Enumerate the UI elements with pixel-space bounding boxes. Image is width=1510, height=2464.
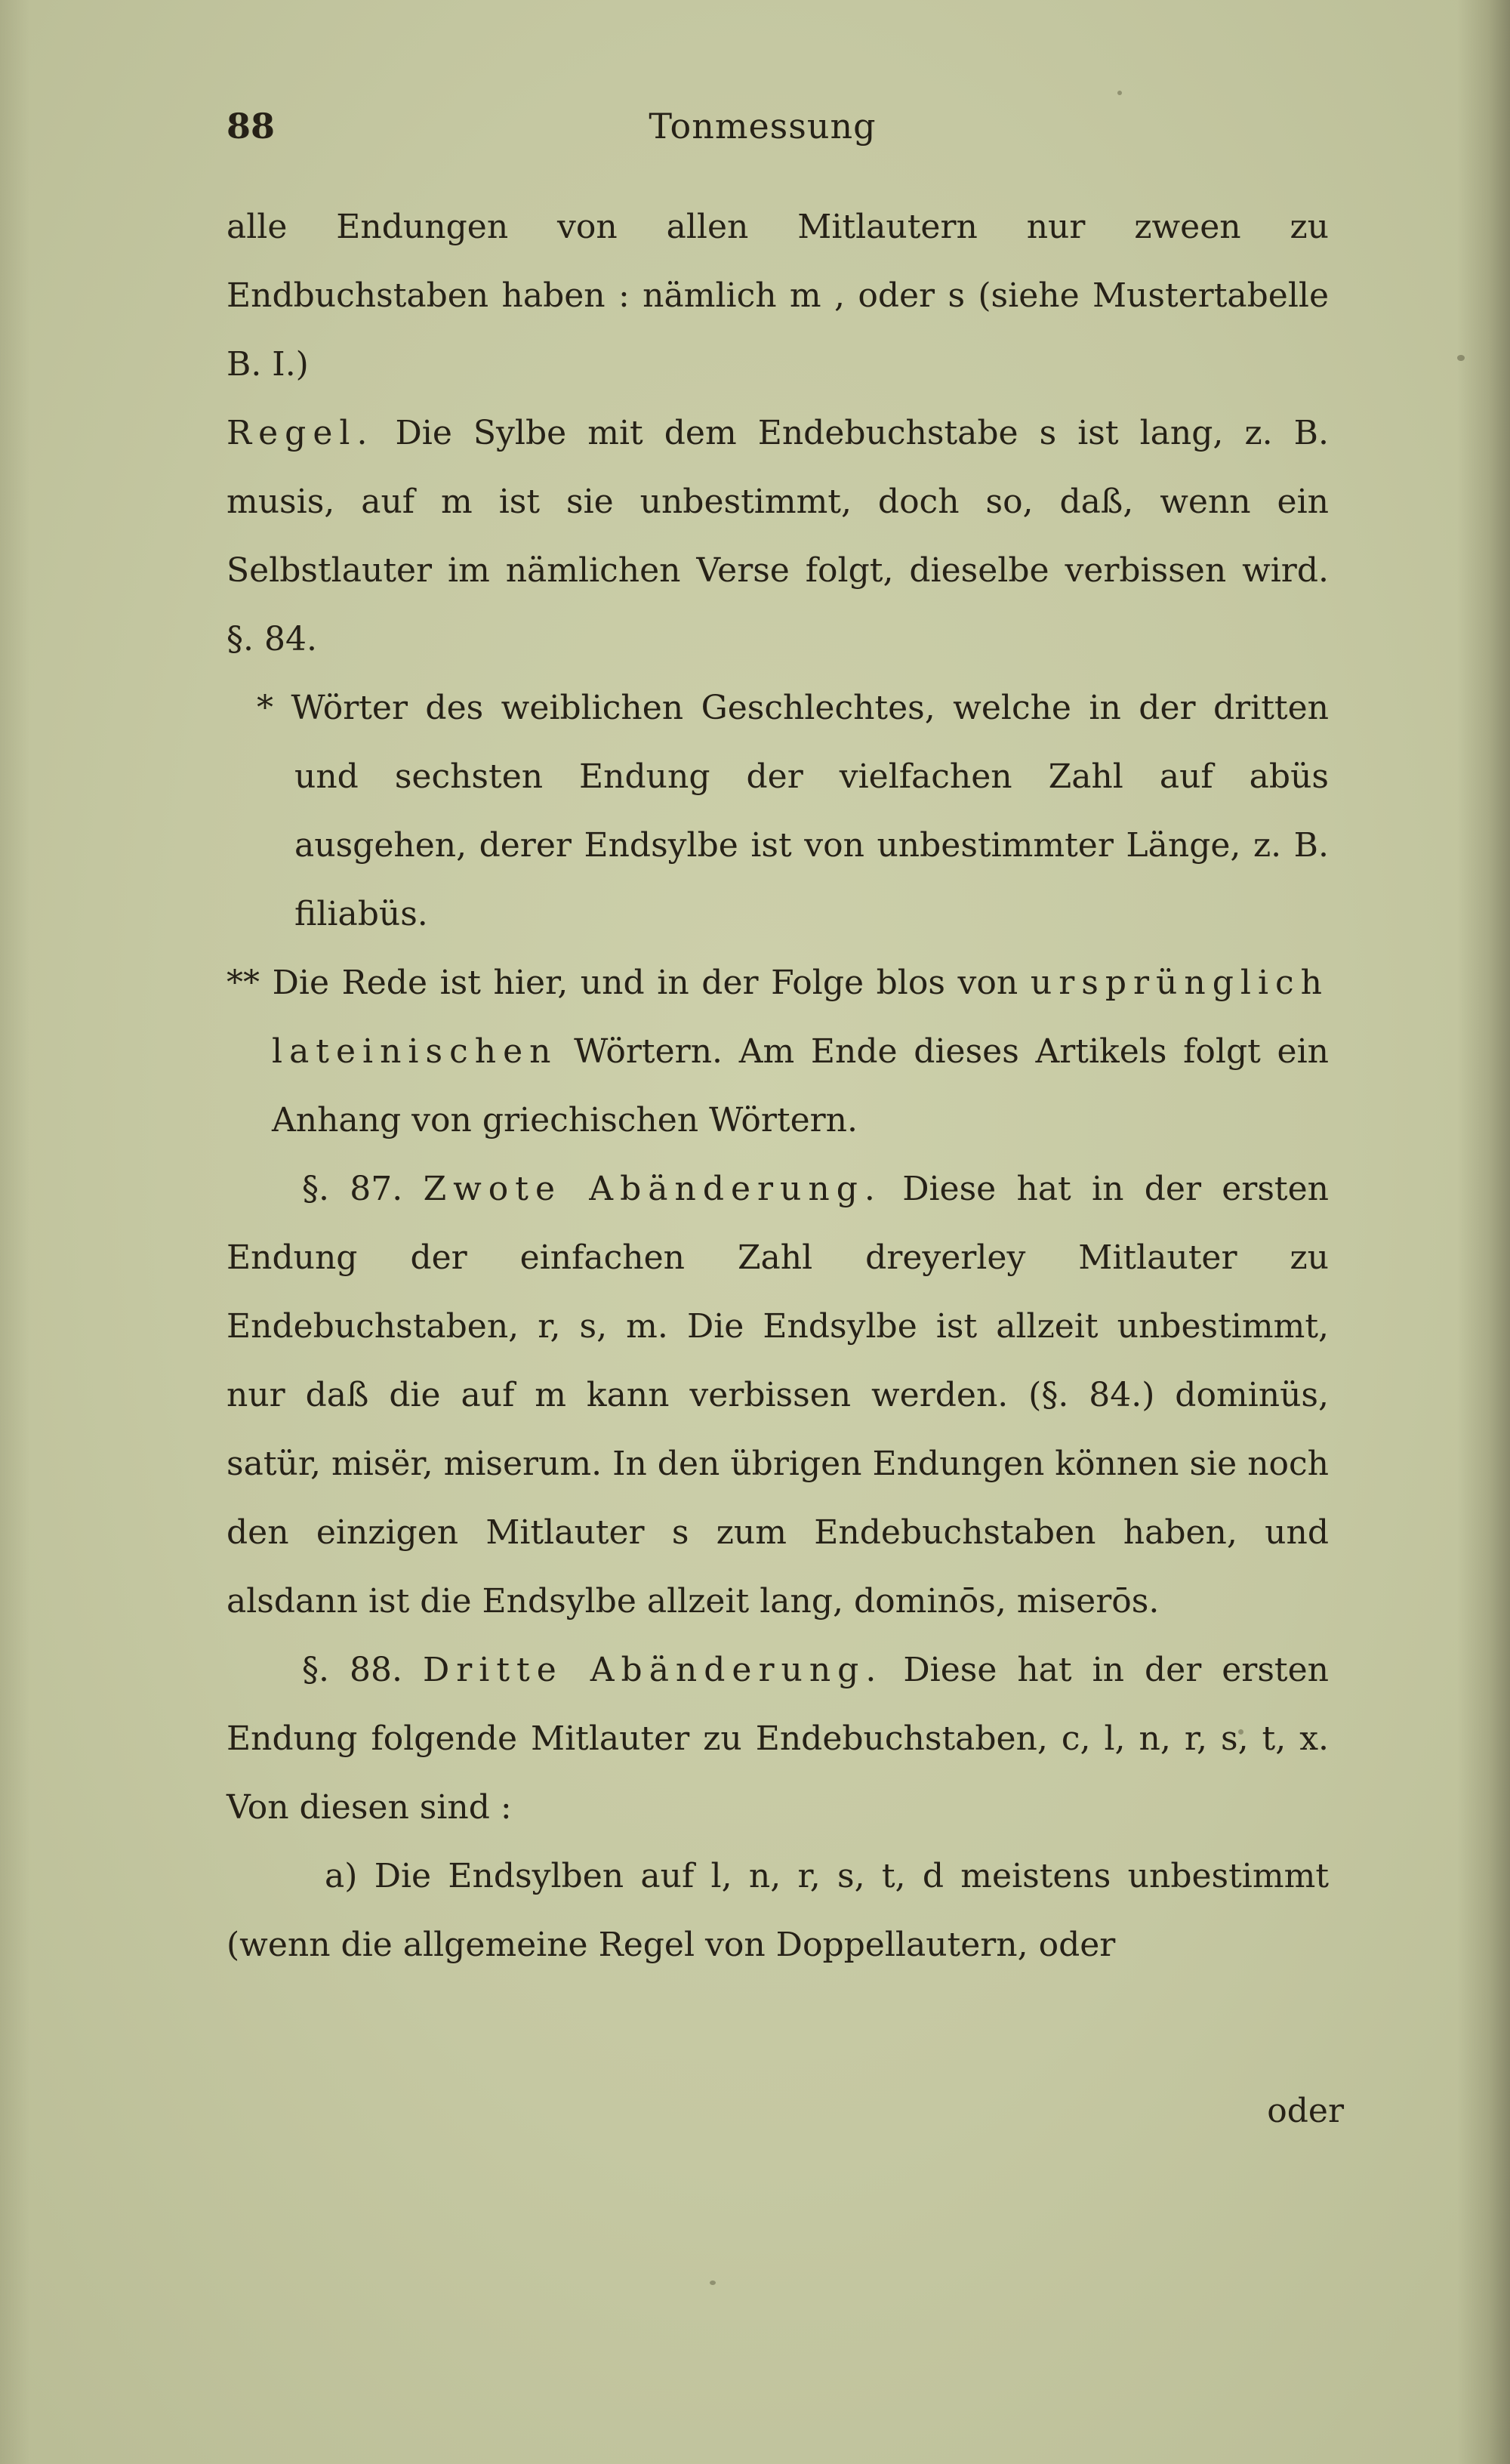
page-edge-shadow-right (1457, 0, 1510, 2464)
section-87 (226, 1155, 1329, 1636)
paragraph-text: Die Sylbe mit dem Endebuchstabe s ist lang, z. B. musis, auf m ist sie unbestimmt, doch so, daß, wenn ein Selbstlauter im nämlichen Verse folgt, dieselbe verbissen wird. §. 84. (226, 414, 1329, 658)
footnote-double-star (226, 948, 1329, 1155)
paragraph-intro (226, 193, 1329, 399)
page-number: 88 (226, 106, 276, 146)
paragraph-text: Diese hat in der ersten Endung der einfachen Zahl dreyerley Mitlauter zu Endebuchstaben, r, s, m. Die Endsylbe ist allzeit unbestimmt, nur daß die auf m kann verbissen werden. (§. 84.) dominüs, satür, misër, miserum. In den übrigen Endungen können sie noch den einzigen Mitlauter s zum Endebuchstaben haben, und alsdann ist die Endsylbe allzeit lang, dominōs, miserōs. (226, 1170, 1329, 1621)
page-edge-shadow-left (0, 0, 30, 2464)
paragraph-text: alle Endungen von allen Mitlautern nur zween zu Endbuchstaben haben : nämlich m , oder s (siehe Mustertabelle B. I.) (226, 208, 1329, 384)
paper-speck (1457, 355, 1465, 361)
paragraph-text: a) Die Endsylben auf l, n, r, s, t, d meistens unbestimmt (wenn die allgemeine Regel von Doppellautern, oder (226, 1857, 1329, 1964)
paragraph-rule (226, 399, 1329, 674)
section-number: §. 87. (302, 1170, 403, 1208)
note-lead: ** Die Rede ist hier, und in der Folge blos von (226, 964, 1018, 1002)
catchword: oder (1267, 2092, 1344, 2130)
paragraph-text: Wörtern. Am Ende dieses Artikels folgt ein Anhang von griechischen Wörtern. (272, 1032, 1329, 1139)
section-title: Zwote Abänderung. (423, 1170, 882, 1208)
running-head: Tonmessung (649, 106, 877, 146)
note-emphasis: ursprünglich lateinischen (272, 964, 1329, 1071)
section-number: §. 88. (302, 1651, 402, 1689)
list-item-a (226, 1842, 1329, 1979)
rule-heading: Regel. (226, 414, 374, 452)
page-header (226, 106, 1299, 159)
section-88 (226, 1636, 1329, 1842)
section-title: Dritte Abänderung. (422, 1651, 883, 1689)
paragraph-text: * Wörter des weiblichen Geschlechtes, welche in der dritten und sechsten Endung der vielfachen Zahl auf abüs ausgehen, derer Endsylbe ist von unbestimmter Länge, z. B. filiabüs. (257, 689, 1329, 933)
footnote-single-star (226, 674, 1329, 948)
paper-speck (710, 2281, 716, 2285)
paragraph-text: Diese hat in der ersten Endung folgende Mitlauter zu Endebuchstaben, c, l, n, r, s, t, x. Von diesen sind : (226, 1651, 1329, 1827)
page-body (226, 193, 1329, 1979)
paper-speck (1117, 91, 1122, 95)
